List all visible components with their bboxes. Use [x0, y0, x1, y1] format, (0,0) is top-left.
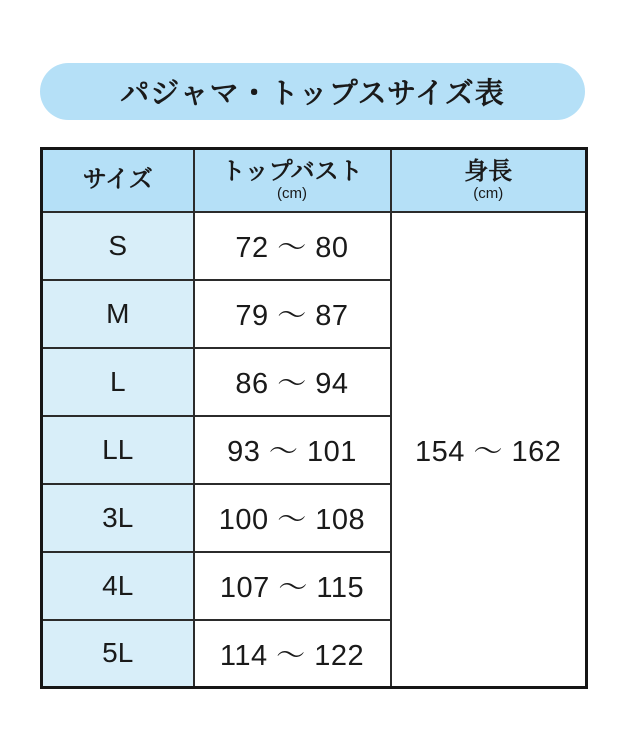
size-cell: 5L	[42, 620, 194, 688]
bust-cell: 79 〜 87	[194, 280, 391, 348]
header-height-unit: (cm)	[473, 184, 504, 202]
header-bust-unit: (cm)	[277, 184, 307, 202]
bust-cell: 72 〜 80	[194, 212, 391, 280]
chart-title: パジャマ・トップスサイズ表	[120, 78, 505, 110]
header-height-label: 身長	[464, 157, 513, 185]
bust-cell: 100 〜 108	[194, 484, 391, 552]
header-bust	[194, 149, 391, 212]
bust-cell: 93 〜 101	[194, 416, 391, 484]
chart-title-pill	[40, 63, 585, 120]
size-cell: LL	[42, 416, 194, 484]
table-row	[42, 212, 587, 280]
height-range-cell: 154 〜 162	[391, 212, 587, 688]
size-cell: S	[42, 212, 194, 280]
header-size-label: サイズ	[82, 166, 153, 194]
size-cell: L	[42, 348, 194, 416]
size-table	[40, 147, 588, 689]
header-size	[42, 149, 194, 212]
size-cell: 4L	[42, 552, 194, 620]
size-cell: M	[42, 280, 194, 348]
bust-cell: 114 〜 122	[194, 620, 391, 688]
bust-cell: 107 〜 115	[194, 552, 391, 620]
header-bust-label: トップバスト	[221, 157, 363, 185]
size-cell: 3L	[42, 484, 194, 552]
header-height	[391, 149, 587, 212]
header-row	[42, 149, 587, 212]
bust-cell: 86 〜 94	[194, 348, 391, 416]
